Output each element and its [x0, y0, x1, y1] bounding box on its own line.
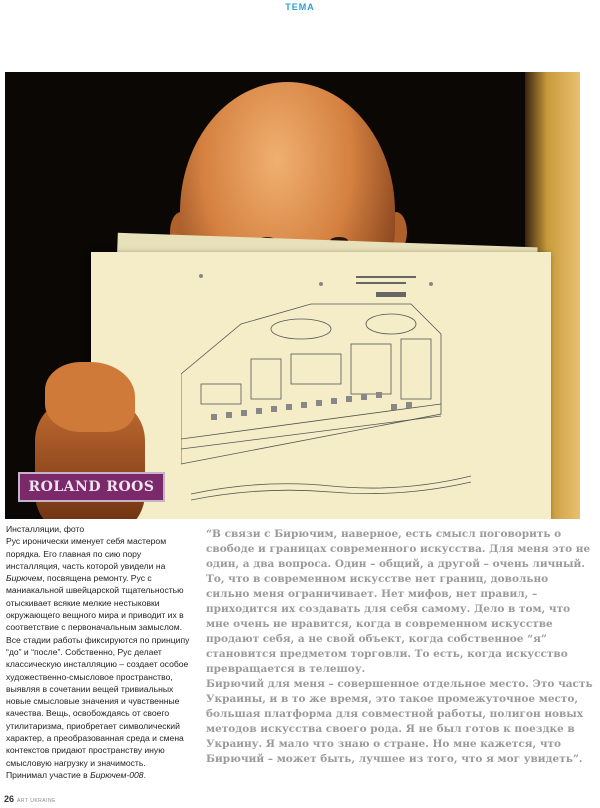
page-number: 26 [4, 794, 15, 804]
section-tag: ТЕМА [285, 2, 315, 12]
paragraph-1-tail: , посвящена ремонту. Рус с маниакальной швейцарской тщательностью отыскивает всякие мелкие нестыковки окружающего вещного мира и приводит их в соответствие с первоначальным замыслом. Все стадии работы фиксируются по принципу “до” и “после”. Собственно, Рус делает классическую инсталляцию – создает особое художественно-смысловое пространство, выявляя в сочетании вещей тривиальных новые смысловые значения и чувственные качества. Вещь, освобождаясь от своего утилитаризма, приобретает символический характер, а преобразованная среда и смена контекстов придают пространству иную смысловую нагрузку и значимость. [6, 573, 190, 768]
artist-name-badge [18, 472, 165, 502]
quote-paragraph-2: Бирючий для меня – совершенное отдельное место. Это часть Украины, и в то же время, это такое промежуточное место, большая платформа для совместной работы, полигон новых методов искусства своего рода. Я не был готов к поездке в Украину. Я мало что знаю о стране. Но мне кажется, что Бирючий – может быть, лучшее из того, что я мог увидеть”. [206, 678, 593, 765]
artist-quote [206, 527, 594, 767]
thumb [45, 362, 135, 432]
left-text-column [6, 523, 194, 781]
photo-caption: Инсталляции, фото [6, 524, 85, 534]
paragraph-2-tail: . [143, 769, 146, 780]
artist-name: ROLAND ROOS [28, 479, 155, 495]
artist-photo [5, 72, 580, 519]
body-paragraph-2 [6, 769, 194, 781]
paragraph-2-text: Принимал участие в [6, 769, 91, 780]
quote-paragraph-1: “В связи с Бирючим, наверное, есть смысл поговорить о свободе и границах современного искусства. Для меня это не один, а два вопроса. Один – общий, а другой – очень личный. То, что в современном искусстве нет границ, довольно сильно меня ограничивает. Нет мифов, нет правил, – приходится их создавать для себя самому. Дело в том, что мне очень не нравится, когда в современном искусстве продают себя, а не свой объект, когда собственное “я” становится предметом торговли. То есть, когда искусство превращается в телешоу. [206, 528, 591, 675]
page-footer [4, 794, 56, 804]
paragraph-1-text: Рус иронически именует себя мастером порядка. Его главная по сию пору инсталляция, часть которой увидели на [6, 536, 167, 571]
magazine-name: ART UKRAINE [17, 798, 56, 804]
paragraph-1-italic: Бирючем [6, 573, 43, 584]
site-map-drawing [181, 264, 481, 504]
paragraph-2-italic: Бирючем-008 [90, 769, 144, 780]
body-paragraph-1 [6, 535, 194, 769]
